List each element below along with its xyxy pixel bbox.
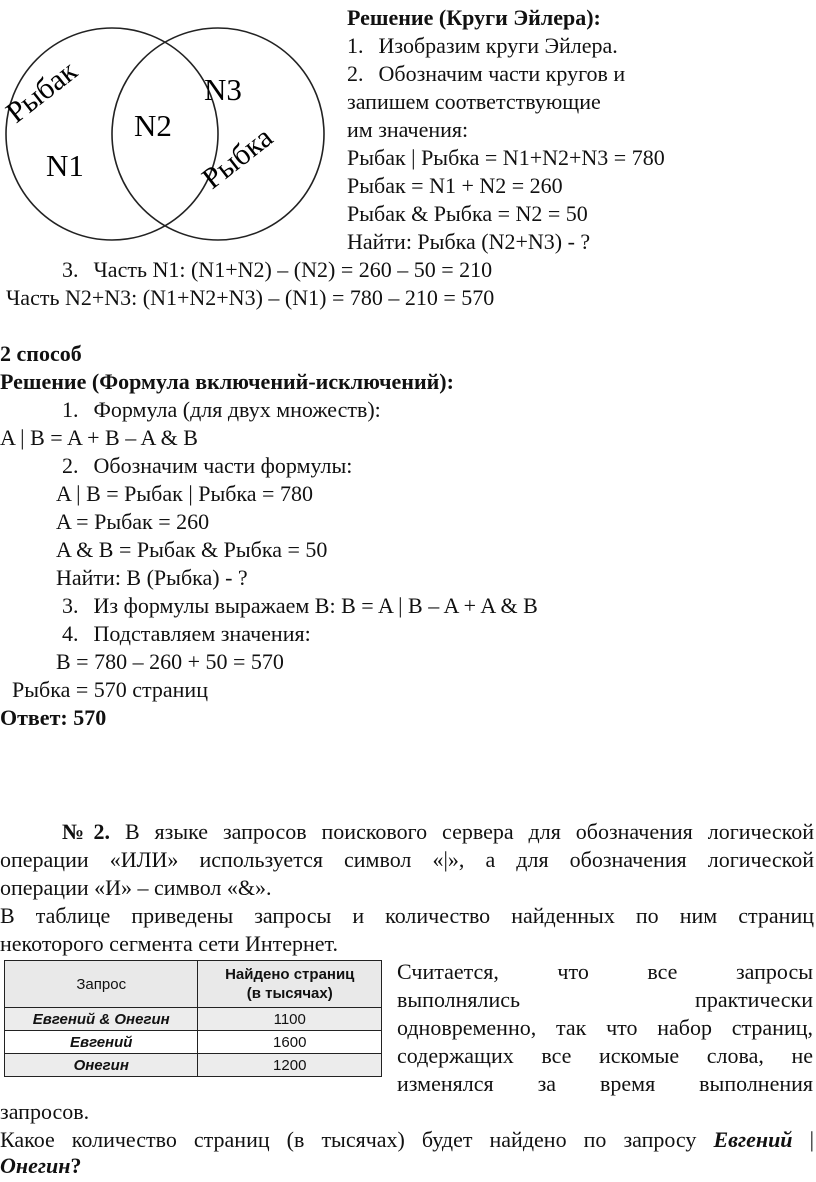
solution2-calc: B = 780 – 260 + 50 = 570 [56,649,284,674]
query-table [4,960,382,1077]
solution1-step3: 3. Часть N1: (N1+N2) – (N2) = 260 – 50 = 210 [62,257,493,282]
label-n3: N3 [204,72,242,107]
task2-side3: одновременно, так что набор страниц, [397,1015,813,1040]
solution2-eq2: A = Рыбак = 260 [56,509,210,534]
table-cell-count: 1600 [198,1031,382,1054]
table-row [5,1008,382,1031]
task2-line5: некоторого сегмента сети Интернет. [0,931,338,956]
table-header-row [5,961,382,1008]
table-header-count: Найдено страниц (в тысячах) [198,961,382,1008]
label-fisherman: Рыбак [0,54,84,130]
table-cell-count: 1100 [198,1008,382,1031]
task2-question-end: Онегин? [0,1153,82,1178]
table-cell-count: 1200 [198,1054,382,1077]
label-n1: N1 [46,148,84,183]
solution1-heading: Решение (Круги Эйлера): [347,5,601,30]
solution1-step2-line2: запишем соответствующие [347,89,601,114]
table-cell-query: Онегин [5,1054,198,1077]
task2-question: Какое количество страниц (в тысячах) будет найдено по запросу Евгений | [0,1127,815,1152]
task2-line2: операции «ИЛИ» используется символ «|», а для обозначения логической [0,847,814,872]
label-n2: N2 [134,108,172,143]
task2-line3: операции «И» – символ «&». [0,875,272,900]
table-row [5,1031,382,1054]
solution1-eq2: Рыбак = N1 + N2 = 260 [347,173,563,198]
task2-line1: №2. В языке запросов поискового сервера для обозначения логической [62,819,814,844]
solution2-answer: Ответ: 570 [0,705,107,730]
solution2-title: 2 способ [0,341,82,366]
solution2-step3: 3. Из формулы выражаем B: B = A | B – A + A & B [62,593,538,618]
solution1-step2: 2. Обозначим части кругов и [347,61,626,86]
table-header-query: Запрос [5,961,198,1008]
euler-diagram [0,0,340,250]
task2-side6: запросов. [0,1099,90,1124]
question-term1: Евгений [713,1127,793,1152]
label-fish: Рыбка [195,120,279,196]
task2-side1: Считается, что все запросы [397,959,813,984]
solution2-heading: Решение (Формула включений-исключений): [0,369,454,394]
task2-side2: выполнялись практически [397,987,813,1012]
solution1-find: Найти: Рыбка (N2+N3) - ? [347,229,591,254]
task2-side4: содержащих все искомые слова, не [397,1043,813,1068]
solution2-find: Найти: B (Рыбка) - ? [56,565,248,590]
task2-number: №2. [62,819,111,844]
solution2-step2: 2. Обозначим части формулы: [62,453,353,478]
solution2-result: Рыбка = 570 страниц [12,677,208,702]
solution1-eq3: Рыбак & Рыбка = N2 = 50 [347,201,588,226]
solution1-eq1: Рыбак | Рыбка = N1+N2+N3 = 780 [347,145,665,170]
solution1-step3b: Часть N2+N3: (N1+N2+N3) – (N1) = 780 – 210 = 570 [6,285,495,310]
solution2-step4: 4. Подставляем значения: [62,621,311,646]
table-cell-query: Евгений & Онегин [5,1008,198,1031]
table-cell-query: Евгений [5,1031,198,1054]
table-row [5,1054,382,1077]
solution2-step1: 1. Формула (для двух множеств): [62,397,381,422]
task2-line4: В таблице приведены запросы и количество найденных по ним страниц [0,903,814,928]
solution2-formula: A | B = A + B – A & B [0,425,198,450]
solution1-step2-line3: им значения: [347,117,469,142]
solution2-eq3: A & B = Рыбак & Рыбка = 50 [56,537,328,562]
solution2-eq1: A | B = Рыбак | Рыбка = 780 [56,481,313,506]
solution1-step1: 1. Изобразим круги Эйлера. [347,33,618,58]
task2-side5: изменялся за время выполнения [397,1071,813,1096]
